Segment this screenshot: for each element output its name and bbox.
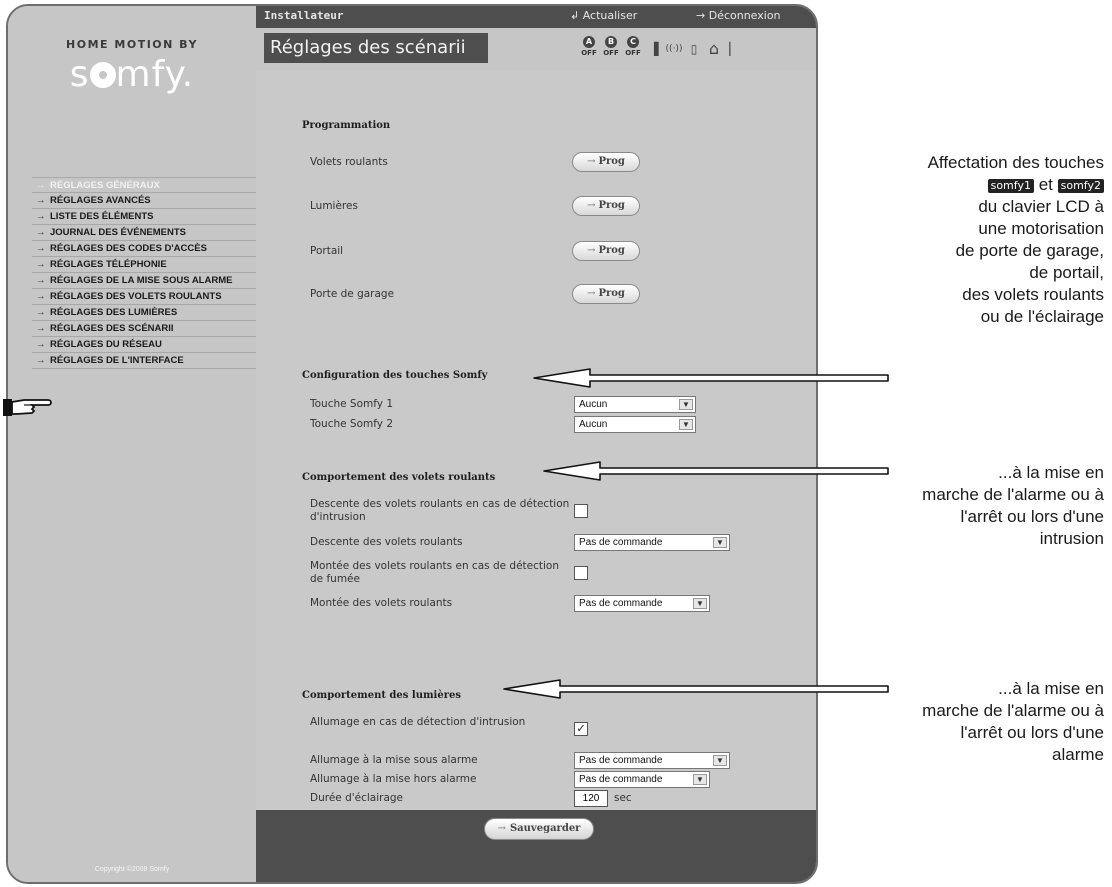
- lights-duration-unit: sec: [614, 792, 632, 804]
- arrow-right-icon: →: [36, 355, 46, 366]
- footer-bar: [256, 810, 816, 882]
- shutters-smoke-checkbox[interactable]: [574, 566, 588, 580]
- section-title-lights: Comportement des lumières: [302, 690, 461, 701]
- prog-label-porte-garage: Porte de garage: [310, 288, 395, 300]
- door-icon: ▯: [690, 42, 698, 56]
- sidebar-item-scenarii[interactable]: → RÉGLAGES DES SCÉNARII: [32, 321, 256, 337]
- somfy2-key-icon: somfy2: [1058, 179, 1104, 193]
- prog-button-volets[interactable]: → Prog: [572, 152, 640, 172]
- brand-tagline: HOME MOTION BY: [66, 38, 198, 51]
- somfy-logo-icon: [90, 62, 116, 88]
- lights-duration-label: Durée d'éclairage: [310, 792, 404, 804]
- prog-label-volets: Volets roulants: [310, 156, 388, 168]
- sidebar-item-reglages-generaux[interactable]: → RÉGLAGES GÉNÉRAUX: [32, 177, 256, 193]
- lights-duration-input[interactable]: 120: [574, 790, 608, 807]
- chevron-down-icon: ▼: [693, 598, 707, 609]
- home-icon: ⌂: [708, 39, 720, 58]
- sidebar-nav: [32, 177, 256, 369]
- arrow-right-icon: →: [36, 211, 46, 222]
- prog-label-portail: Portail: [310, 245, 344, 257]
- sidebar-item-codes-acces[interactable]: → RÉGLAGES DES CODES D'ACCÈS: [32, 241, 256, 257]
- note-somfy-keys: Affectation des touches somfy1 et somfy2 du clavier LCD à une motorisation de porte de garage, de portail, des volets roulants ou de l'éclairage: [927, 153, 1104, 326]
- sidebar-item-volets-roulants[interactable]: → RÉGLAGES DES VOLETS ROULANTS: [32, 289, 256, 305]
- lights-disarm-select[interactable]: Pas de commande ▼: [574, 771, 710, 788]
- sidebar-item-reseau[interactable]: → RÉGLAGES DU RÉSEAU: [32, 337, 256, 353]
- somfy1-key-icon: somfy1: [988, 179, 1034, 193]
- sidebar-item-liste-elements[interactable]: → LISTE DES ÉLÉMENTS: [32, 209, 256, 225]
- note-shutters: ...à la mise en marche de l'alarme ou à l'arrêt ou lors d'une intrusion: [922, 463, 1104, 548]
- sidebar-item-reglages-avances[interactable]: → RÉGLAGES AVANCÉS: [32, 193, 256, 209]
- prog-button-lumieres[interactable]: → Prog: [572, 196, 640, 216]
- prog-label-lumieres: Lumières: [310, 200, 358, 212]
- user-role: Installateur: [264, 9, 344, 22]
- somfy-key1-select[interactable]: Aucun ▼: [574, 396, 696, 413]
- battery-icon: ▐: [649, 42, 659, 56]
- chevron-down-icon: ▼: [713, 537, 727, 548]
- copyright: Copyright ©2008 Somfy: [94, 866, 170, 873]
- app-window: [6, 4, 818, 884]
- arrow-right-icon: →: [36, 291, 46, 302]
- arrow-right-icon: →: [36, 339, 46, 350]
- sidebar-item-journal-evenements[interactable]: → JOURNAL DES ÉVÉNEMENTS: [32, 225, 256, 241]
- title-bar: [256, 28, 816, 70]
- sidebar-item-interface[interactable]: → RÉGLAGES DE L'INTERFACE: [32, 353, 256, 369]
- arrow-right-icon: →: [587, 288, 596, 299]
- section-title-somfy-keys: Configuration des touches Somfy: [302, 370, 488, 381]
- arrow-right-icon: →: [587, 156, 596, 167]
- arrow-right-icon: →: [587, 200, 596, 211]
- sidebar: [8, 6, 256, 882]
- sidebar-item-telephonie[interactable]: → RÉGLAGES TÉLÉPHONIE: [32, 257, 256, 273]
- chevron-down-icon: ▼: [713, 755, 727, 766]
- section-title-shutters: Comportement des volets roulants: [302, 472, 496, 483]
- check-icon: ✓: [576, 722, 586, 735]
- shutters-intrusion-label: Descente des volets roulants en cas de détection d'intrusion: [310, 498, 570, 523]
- tamper-icon: ▏: [729, 42, 739, 56]
- chevron-down-icon: ▼: [693, 774, 707, 785]
- radio-signal-icon: ((·)): [665, 44, 683, 54]
- lights-arm-select[interactable]: Pas de commande ▼: [574, 752, 730, 769]
- chevron-down-icon: ▼: [679, 399, 693, 410]
- zone-b-off-icon: B OFF: [603, 37, 619, 57]
- zone-a-off-icon: A OFF: [581, 37, 597, 57]
- arrow-right-icon: →: [36, 227, 46, 238]
- arrow-right-icon: →: [587, 245, 596, 256]
- shutters-down-select[interactable]: Pas de commande ▼: [574, 534, 730, 551]
- shutters-intrusion-checkbox[interactable]: [574, 504, 588, 518]
- lights-intrusion-label: Allumage en cas de détection d'intrusion: [310, 716, 526, 728]
- shutters-up-select[interactable]: Pas de commande ▼: [574, 595, 710, 612]
- prog-button-porte-garage[interactable]: → Prog: [572, 284, 640, 304]
- arrow-right-icon: →: [497, 823, 506, 834]
- page-title: Réglages des scénarii: [264, 33, 488, 63]
- lights-disarm-label: Allumage à la mise hors alarme: [310, 773, 477, 785]
- somfy-key1-label: Touche Somfy 1: [310, 398, 393, 410]
- arrow-right-icon: →: [36, 243, 46, 254]
- pointing-hand-icon: [2, 396, 60, 418]
- arrow-right-icon: →: [36, 275, 46, 286]
- settings-panel: [256, 70, 816, 810]
- refresh-link[interactable]: ↲ Actualiser: [570, 9, 638, 22]
- status-icons: [578, 36, 744, 62]
- zone-c-off-icon: C OFF: [625, 37, 641, 57]
- chevron-down-icon: ▼: [679, 419, 693, 430]
- shutters-up-label: Montée des volets roulants: [310, 597, 453, 609]
- arrow-right-icon: →: [36, 307, 46, 318]
- shutters-smoke-label: Montée des volets roulants en cas de détection de fumée: [310, 560, 560, 585]
- arrow-right-icon: →: [36, 180, 46, 191]
- somfy-key2-select[interactable]: Aucun ▼: [574, 416, 696, 433]
- save-button[interactable]: → Sauvegarder: [484, 818, 594, 840]
- prog-button-portail[interactable]: → Prog: [572, 241, 640, 261]
- note-lights: ...à la mise en marche de l'alarme ou à l'arrêt ou lors d'une alarme: [922, 679, 1104, 764]
- logout-link[interactable]: → Déconnexion: [696, 9, 781, 22]
- lights-intrusion-checkbox[interactable]: [574, 722, 588, 736]
- lights-arm-label: Allumage à la mise sous alarme: [310, 754, 478, 766]
- somfy-logo: s mfy.: [69, 54, 195, 95]
- somfy-key2-label: Touche Somfy 2: [310, 418, 393, 430]
- shutters-down-label: Descente des volets roulants: [310, 536, 463, 548]
- section-title-programmation: Programmation: [302, 120, 391, 131]
- sidebar-item-mise-sous-alarme[interactable]: → RÉGLAGES DE LA MISE SOUS ALARME: [32, 273, 256, 289]
- arrow-right-icon: →: [36, 195, 46, 206]
- arrow-right-icon: →: [36, 323, 46, 334]
- sidebar-item-lumieres[interactable]: → RÉGLAGES DES LUMIÈRES: [32, 305, 256, 321]
- arrow-right-icon: →: [36, 259, 46, 270]
- top-bar: [256, 6, 816, 28]
